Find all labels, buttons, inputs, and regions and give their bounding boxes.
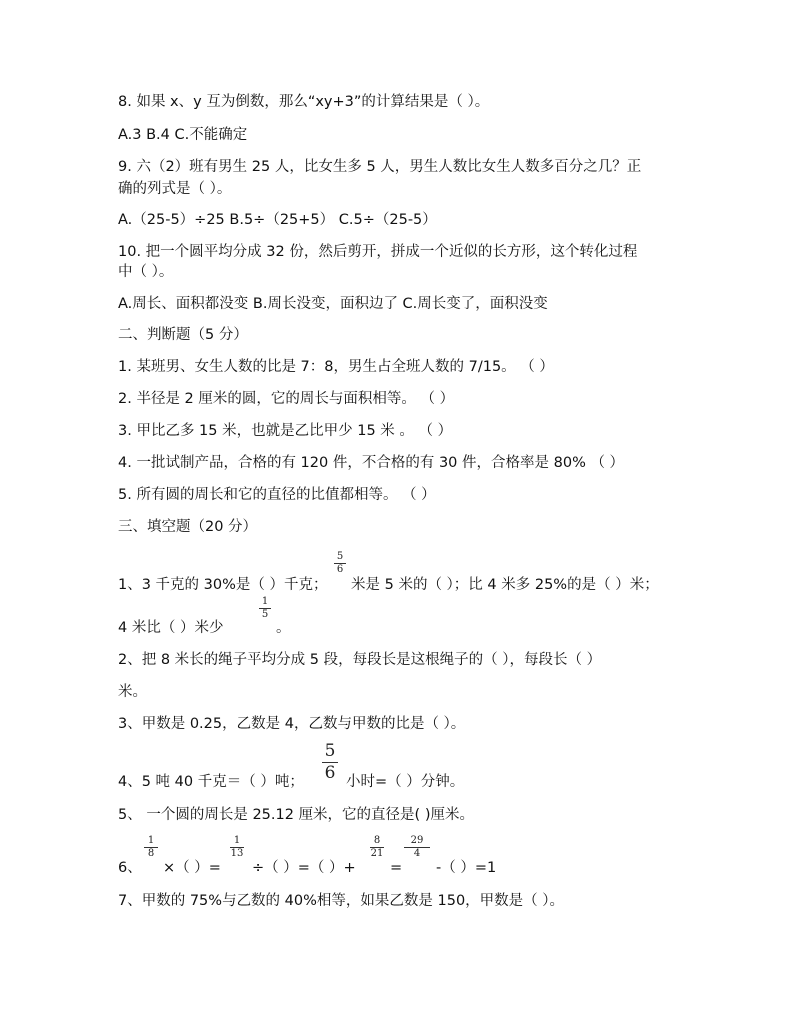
fill-q5: 5、 一个圆的周长是 25.12 厘米，它的直径是( )厘米。: [118, 807, 474, 823]
numerator: 29: [410, 835, 424, 846]
denominator: 6: [336, 564, 344, 575]
fraction-eight-twentyfirsts: [370, 836, 384, 859]
fill-q6-part-c: ÷（ ）=（ ）+: [252, 860, 356, 876]
question-9-line-2: 确的列式是（ ）。: [118, 181, 232, 197]
numerator: 5: [336, 551, 344, 562]
judge-item-4: 4. 一批试制产品，合格的有 120 件，不合格的有 30 件，合格率是 80% （ ）: [118, 455, 625, 471]
denominator: 13: [230, 848, 244, 859]
fill-q6-label: 6、: [118, 860, 142, 876]
question-10-line-1: 10. 把一个圆平均分成 32 份，然后剪开，拼成一个近似的长方形，这个转化过程: [118, 244, 638, 260]
question-10-line-2: 中（ ）。: [118, 264, 174, 280]
denominator: 21: [370, 848, 384, 859]
question-10-options: A.周长、面积都没变 B.周长没变，面积边了 C.周长变了，面积没变: [118, 296, 548, 312]
section-heading-fill: 三、填空题（20 分）: [118, 519, 258, 535]
numerator: 5: [324, 741, 336, 761]
fill-q1-part-b: 米是 5 米的（ ）；比 4 米多 25%的是（ ）米；: [351, 577, 659, 593]
fill-q4-part-b: 小时=（ ）分钟。: [346, 774, 465, 790]
numerator: 1: [147, 835, 155, 846]
fill-q6-part-e: -（ ）=1: [436, 860, 497, 876]
fill-q1-part-c: 4 米比（ ）米少: [118, 620, 224, 636]
judge-item-5: 5. 所有圆的周长和它的直径的比值都相等。 （ ）: [118, 487, 436, 503]
denominator: 5: [261, 609, 269, 620]
fill-q7: 7、甲数的 75%与乙数的 40%相等，如果乙数是 150，甲数是（ ）。: [118, 893, 565, 909]
question-9-line-1: 9. 六（2）班有男生 25 人，比女生多 5 人，男生人数比女生人数多百分之几？正: [118, 159, 642, 175]
fraction-twentynine-quarters: [404, 836, 430, 859]
numerator: 1: [233, 835, 241, 846]
denominator: 6: [324, 763, 336, 783]
numerator: 8: [373, 835, 381, 846]
fraction-one-thirteenth: [230, 836, 244, 859]
fraction-five-sixths-large: [322, 743, 338, 782]
fill-q6-part-b: ×（ ）=: [163, 860, 221, 876]
fraction-five-sixths: [334, 552, 346, 575]
judge-item-3: 3. 甲比乙多 15 米，也就是乙比甲少 15 米 。 （ ）: [118, 423, 453, 439]
fill-q2-line-1: 2、把 8 米长的绳子平均分成 5 段，每段长是这根绳子的（ ），每段长（ ）: [118, 652, 602, 668]
judge-item-1: 1. 某班男、女生人数的比是 7：8，男生占全班人数的 7/15。 （ ）: [118, 359, 554, 375]
question-8-options: A.3 B.4 C.不能确定: [118, 127, 248, 143]
numerator: 1: [261, 596, 269, 607]
fill-q1-part-d: 。: [276, 620, 291, 636]
denominator: 8: [147, 848, 155, 859]
fraction-one-fifth: [259, 597, 271, 620]
fill-q6-part-d: =: [390, 860, 403, 876]
question-8: 8. 如果 x、y 互为倒数，那么“xy+3”的计算结果是（ ）。: [118, 94, 490, 110]
section-heading-judge: 二、判断题（5 分）: [118, 327, 248, 343]
fill-q2-line-2: 米。: [118, 684, 147, 700]
fill-q1-part-a: 1、3 千克的 30%是（ ）千克；: [118, 577, 328, 593]
denominator: 4: [413, 848, 421, 859]
question-9-options: A.（25-5）÷25 B.5÷（25+5） C.5÷（25-5）: [118, 212, 437, 228]
fraction-one-eighth: [144, 836, 158, 859]
fill-q3: 3、甲数是 0.25，乙数是 4，乙数与甲数的比是（ ）。: [118, 716, 466, 732]
judge-item-2: 2. 半径是 2 厘米的圆，它的周长与面积相等。 （ ）: [118, 391, 455, 407]
fill-q4-part-a: 4、5 吨 40 千克＝（ ）吨；: [118, 774, 304, 790]
